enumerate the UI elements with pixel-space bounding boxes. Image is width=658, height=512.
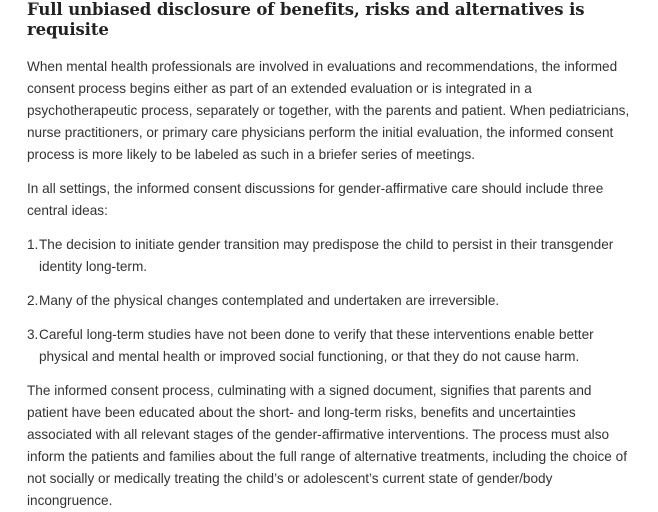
list-item-number: 3. xyxy=(27,327,39,342)
list-item-text: The decision to initiate gender transition may predispose the child to persist in their transgender identity long-term. xyxy=(39,237,614,274)
list-item-number: 2. xyxy=(27,293,39,308)
ideas-intro-paragraph: In all settings, the informed consent discussions for gender-affirmative care should include three central ideas: xyxy=(27,181,604,218)
list-item-number: 1. xyxy=(27,237,39,252)
closing-paragraph: The informed consent process, culminating with a signed document, signifies that parents and patient have been educated about the short- and long-term risks, benefits and uncertainties associated with all relevant stages of the gender-affirmative interventions. The process must also inform the patients and families about the full range of alternative treatments, including the choice of not socially or medically treating the child’s or adolescent’s current state of gender/body incongruence. xyxy=(27,383,627,508)
list-item-text: Careful long-term studies have not been done to verify that these interventions enable better physical and mental health or improved social functioning, or that they do not cause harm. xyxy=(39,327,594,364)
list-item xyxy=(27,324,633,368)
intro-paragraph: When mental health professionals are involved in evaluations and recommendations, the informed consent process begins either as part of an extended evaluation or is integrated in a psychotherapeutic process, separately or together, with the parents and patient. When pediatricians, nurse practitioners, or primary care physicians perform the initial evaluation, the informed consent process is more likely to be labeled as such in a briefer series of meetings. xyxy=(27,59,630,162)
list-item xyxy=(27,234,633,278)
list-item xyxy=(27,290,633,312)
article-section xyxy=(27,0,633,512)
section-heading: Full unbiased disclosure of benefits, risks and alternatives is requisite xyxy=(27,0,585,39)
list-item-text: Many of the physical changes contemplated and undertaken are irreversible. xyxy=(39,293,500,308)
central-ideas-list xyxy=(27,234,633,368)
